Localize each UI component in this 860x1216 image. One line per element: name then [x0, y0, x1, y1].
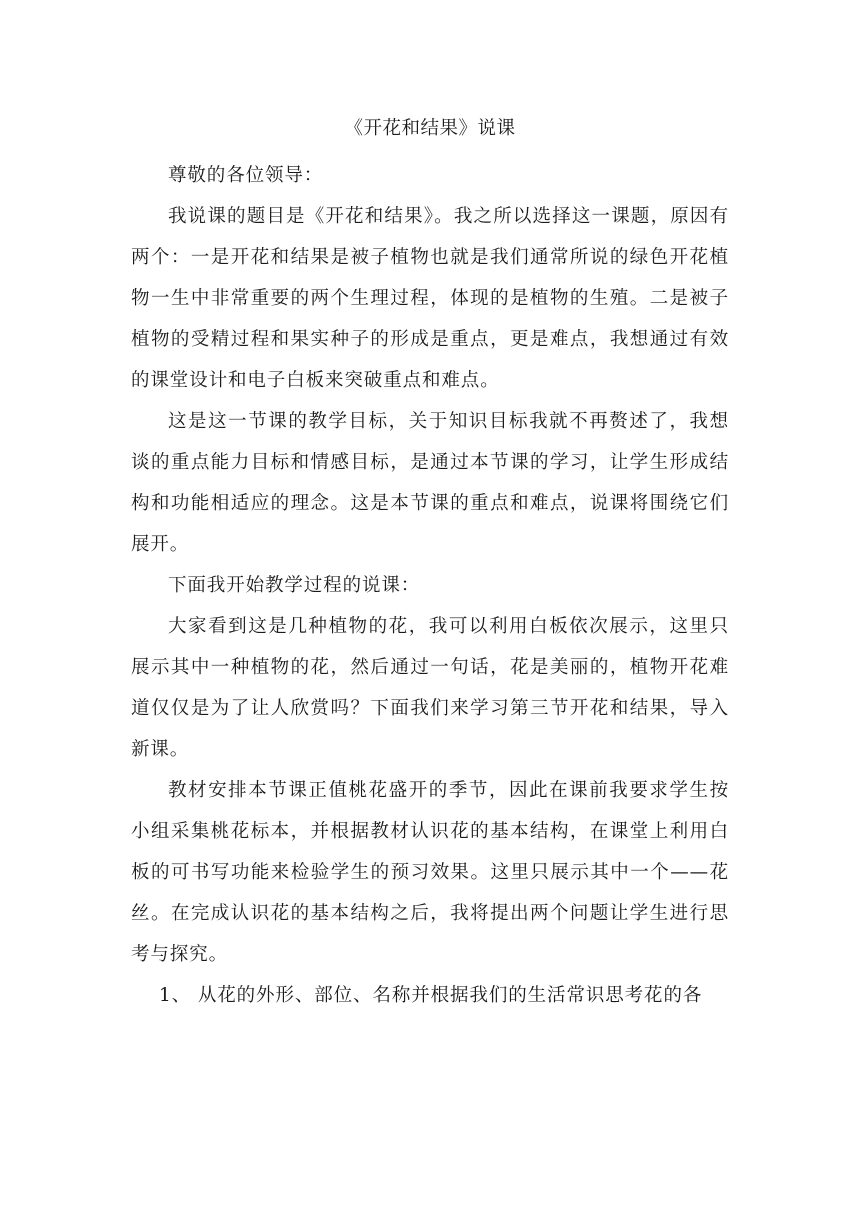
paragraph-lesson-introduction: 大家看到这是几种植物的花，我可以利用白板依次展示，这里只展示其中一种植物的花，然后通过一句话，花是美丽的，植物开花难道仅仅是为了让人欣赏吗？下面我们来学习第三节开花和结果，导入新课。 — [131, 616, 729, 760]
document-body — [131, 114, 729, 1016]
paragraph-greeting: 尊敬的各位领导： — [168, 165, 324, 186]
document-title: 《开花和结果》说课 — [344, 118, 516, 139]
paragraph-flower-structure: 教材安排本节课正值桃花盛开的季节，因此在课前我要求学生按小组采集桃花标本，并根据教材认识花的基本结构，在课堂上利用白板的可书写功能来检验学生的预习效果。这里只展示其中一个——花丝。在完成认识花的基本结构之后，我将提出两个问题让学生进行思考与探究。 — [131, 780, 729, 965]
paragraph-process-intro: 下面我开始教学过程的说课： — [168, 575, 421, 596]
list-item-1: 1、 从花的外形、部位、名称并根据我们的生活常识思考花的各 — [159, 985, 703, 1006]
paragraph-teaching-goals: 这是这一节课的教学目标，关于知识目标我就不再赘述了，我想谈的重点能力目标和情感目标，是通过本节课的学习，让学生形成结构和功能相适应的理念。这是本节课的重点和难点，说课将围绕它们展开。 — [131, 411, 729, 555]
paragraph-topic-reasons: 我说课的题目是《开花和结果》。我之所以选择这一课题，原因有两个：一是开花和结果是被子植物也就是我们通常所说的绿色开花植物一生中非常重要的两个生理过程，体现的是植物的生殖。二是被子植物的受精过程和果实种子的形成是重点，更是难点，我想通过有效的课堂设计和电子白板来突破重点和难点。 — [131, 206, 729, 391]
